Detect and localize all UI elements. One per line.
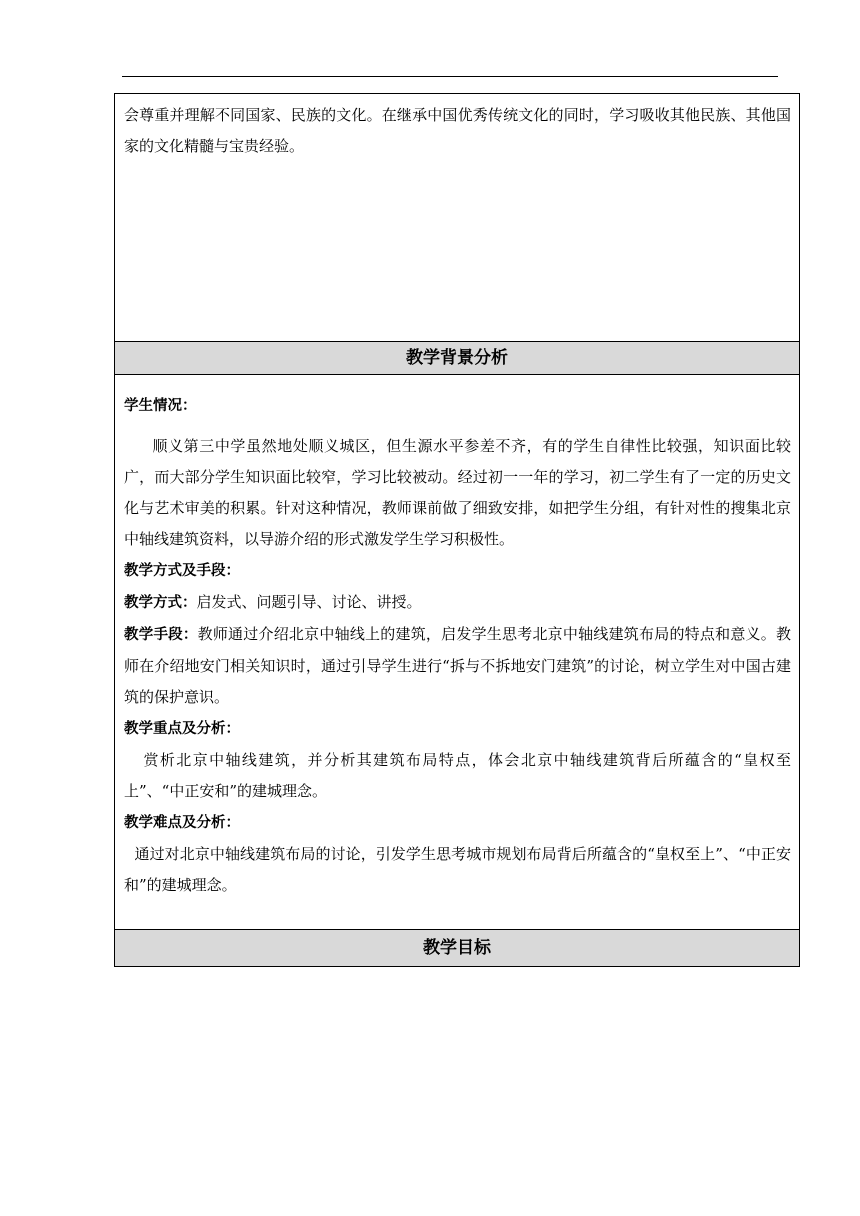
section-header-background: 教学背景分析: [115, 341, 799, 374]
intro-paragraph: 会尊重并理解不同国家、民族的文化。在继承中国优秀传统文化的同时，学习吸收其他民族、其他国家的文化精髓与宝贵经验。: [124, 106, 791, 155]
methods-label: 教学方式及手段：: [124, 563, 240, 579]
methods-label-line: [124, 555, 791, 587]
key-label-line: [124, 713, 791, 745]
method-paragraph: [124, 587, 791, 619]
background-cell: [115, 374, 799, 929]
intro-cell: [115, 94, 799, 341]
difficulty-label: 教学难点及分析：: [124, 815, 240, 831]
key-paragraph: 赏析北京中轴线建筑，并分析其建筑布局特点，体会北京中轴线建筑背后所蕴含的“皇权至上”、“中正安和”的建城理念。: [124, 751, 791, 800]
student-paragraph: 顺义第三中学虽然地处顺义城区，但生源水平参差不齐，有的学生自律性比较强，知识面比较广，而大部分学生知识面比较窄，学习比较被动。经过初一一年的学习，初二学生有了一定的历史文化与艺术审美的积累。针对这种情况，教师课前做了细致安排，如把学生分组，有针对性的搜集北京中轴线建筑资料，以导游介绍的形式激发学生学习积极性。: [124, 437, 791, 548]
means-text: 教师通过介绍北京中轴线上的建筑，启发学生思考北京中轴线建筑布局的特点和意义。教师在介绍地安门相关知识时，通过引导学生进行“拆与不拆地安门建筑”的讨论，树立学生对中国古建筑的保护意识。: [124, 625, 791, 706]
header-rule: [122, 76, 778, 77]
section-header-objectives: 教学目标: [115, 929, 799, 966]
student-label: 学生情况：: [124, 398, 197, 414]
difficulty-label-line: [124, 807, 791, 839]
key-label: 教学重点及分析：: [124, 721, 240, 737]
means-label: 教学手段：: [124, 627, 198, 643]
lesson-plan-table: [114, 93, 800, 967]
difficulty-paragraph: 通过对北京中轴线建筑布局的讨论，引发学生思考城市规划布局背后所蕴含的“皇权至上”、“中正安和”的建城理念。: [124, 845, 791, 894]
means-paragraph: [124, 619, 791, 713]
method-label: 教学方式：: [124, 595, 197, 611]
student-label-line: [124, 390, 791, 422]
method-text: 启发式、问题引导、讨论、讲授。: [196, 593, 422, 611]
